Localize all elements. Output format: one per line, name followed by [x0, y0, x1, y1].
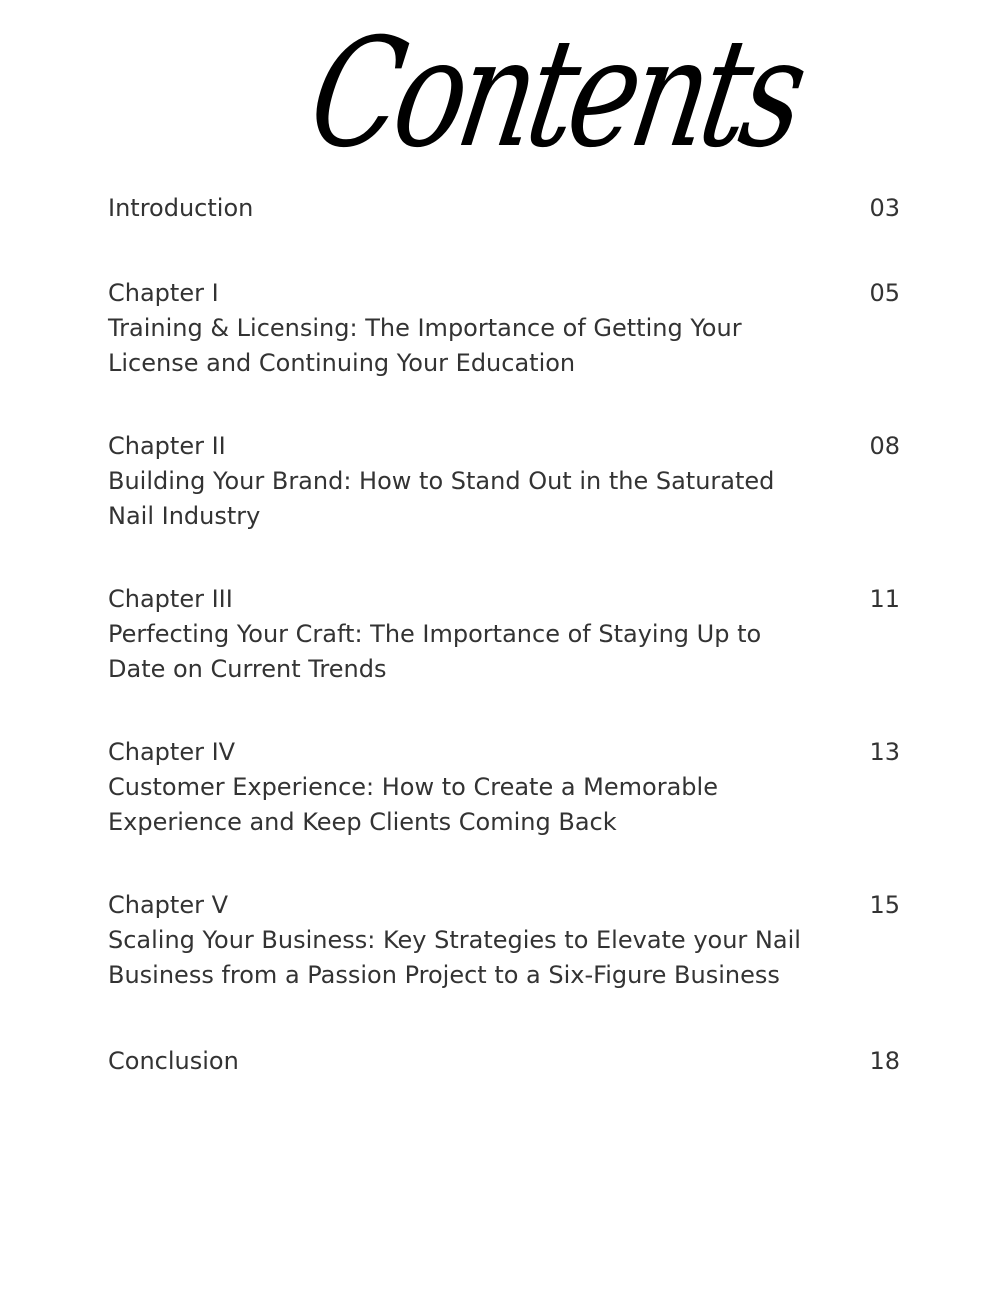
toc-entry-chapter-5 — [108, 888, 908, 993]
page-number: 08 — [869, 432, 900, 460]
toc-entry-chapter-4 — [108, 735, 908, 840]
entry-subtitle-line-1: Building Your Brand: How to Stand Out in the Saturated — [108, 467, 775, 495]
entry-label: Chapter III — [108, 585, 233, 613]
page-number: 13 — [869, 738, 900, 766]
page-number: 11 — [869, 585, 900, 613]
entry-subtitle-line-2: Nail Industry — [108, 502, 261, 530]
page-number: 05 — [869, 279, 900, 307]
entry-subtitle-line-2: Date on Current Trends — [108, 655, 387, 683]
entry-subtitle-line-2: Business from a Passion Project to a Six-Figure Business — [108, 961, 780, 989]
entry-label: Introduction — [108, 194, 254, 222]
page-number: 18 — [869, 1047, 900, 1075]
toc-entry-chapter-3 — [108, 582, 908, 687]
entry-label: Conclusion — [108, 1047, 239, 1075]
toc-entry-chapter-1 — [108, 276, 908, 381]
entry-subtitle-line-1: Training & Licensing: The Importance of Getting Your — [108, 314, 742, 342]
entry-subtitle-line-1: Scaling Your Business: Key Strategies to Elevate your Nail — [108, 926, 801, 954]
toc-entry-introduction — [108, 191, 908, 226]
entry-subtitle-line-2: Experience and Keep Clients Coming Back — [108, 808, 617, 836]
entry-subtitle-line-2: License and Continuing Your Education — [108, 349, 576, 377]
entry-label: Chapter IV — [108, 738, 236, 766]
entry-subtitle-line-1: Perfecting Your Craft: The Importance of Staying Up to — [108, 620, 762, 648]
entry-label: Chapter I — [108, 279, 219, 307]
page-title: Contents — [299, 7, 813, 181]
toc-entry-chapter-2 — [108, 429, 908, 534]
entry-label: Chapter II — [108, 432, 226, 460]
entry-subtitle-line-1: Customer Experience: How to Create a Memorable — [108, 773, 718, 801]
page-number: 15 — [869, 891, 900, 919]
entry-label: Chapter V — [108, 891, 228, 919]
toc-entry-conclusion — [108, 1044, 908, 1079]
page-number: 03 — [869, 194, 900, 222]
